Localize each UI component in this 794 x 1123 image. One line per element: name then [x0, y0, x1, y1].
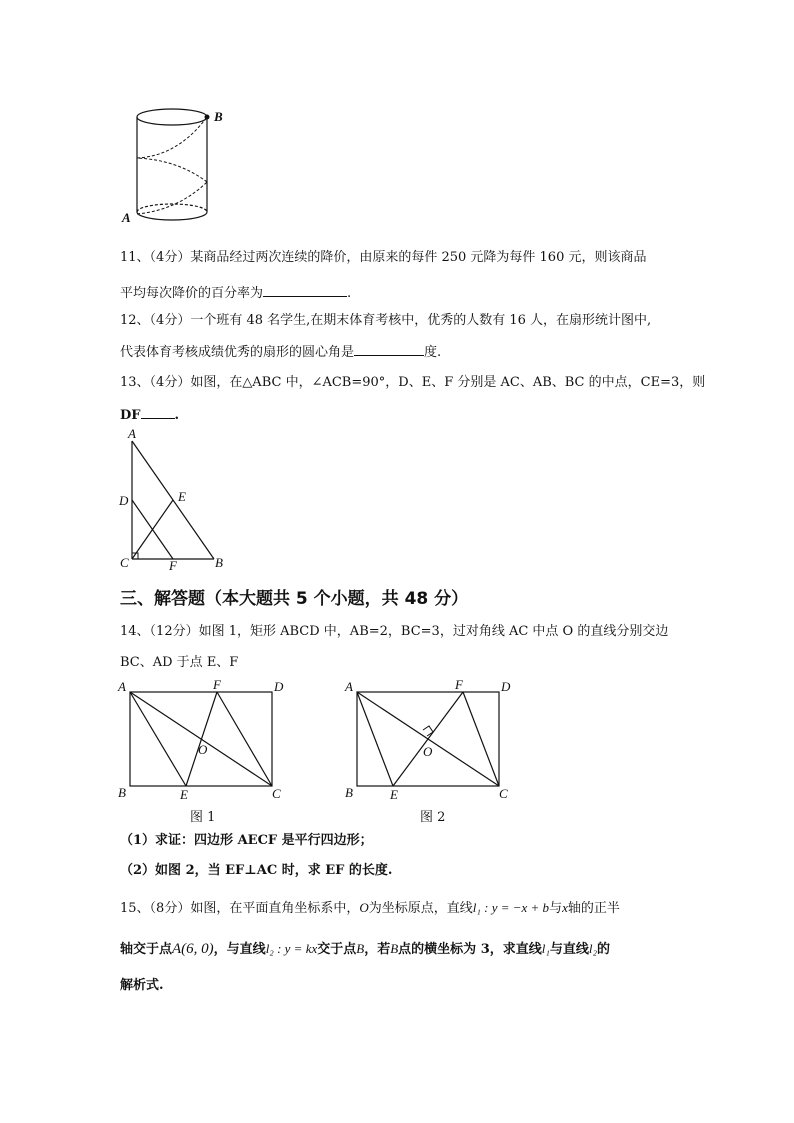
r1-label-b: B — [118, 785, 126, 800]
q13-line1: 13、（4分）如图，在△ABC 中，∠ACB=90°，D、E、F 分别是 AC、AB、BC 的中点，CE=3，则 — [120, 375, 706, 390]
r2-label-o: O — [423, 744, 433, 759]
q15-l1-origin: O — [359, 900, 369, 915]
cylinder-top-ellipse — [137, 109, 207, 125]
r2-label-b: B — [345, 785, 353, 800]
r1-label-o: O — [198, 742, 208, 757]
segment-ef-2 — [393, 692, 463, 786]
q15-l2-a: 轴交于点 — [120, 942, 173, 957]
segment-fc-2 — [463, 692, 499, 786]
q14-part2: （2）如图 2，当 EF⊥AC 时，求 EF 的长度. — [120, 863, 393, 878]
rect-figure-1 — [114, 676, 294, 804]
q11-line1: 11、（4分）某商品经过两次连续的降价，由原来的每件 250 元降为每件 160 元，则该商品 — [120, 250, 647, 265]
q15-l1-a: 15、（8分）如图，在平面直角坐标系中， — [120, 901, 360, 916]
r1-label-f: F — [213, 677, 221, 692]
q11-line2-suffix: . — [347, 286, 352, 301]
r2-label-c: C — [499, 786, 508, 801]
q13-line2-prefix: DF — [120, 408, 141, 423]
q12-line2-prefix: 代表体育考核成绩优秀的扇形的圆心角是 — [120, 345, 355, 360]
r2-label-f: F — [455, 677, 463, 692]
cylinder-bottom-front — [137, 212, 207, 220]
point-b-dot — [205, 115, 210, 120]
q15-l2-e: 点的横坐标为 3，求直线 — [398, 942, 542, 957]
q15-line1 — [120, 900, 620, 917]
q15-l1-x: x — [562, 900, 568, 915]
q15-l2-g: 的 — [597, 942, 611, 957]
q11-line2-prefix: 平均每次降价的百分率为 — [120, 286, 264, 301]
q15-l2-line-l2: l₂ : y = kx — [265, 941, 318, 956]
q15-line2 — [120, 941, 610, 958]
segment-fc — [217, 692, 272, 786]
tri-label-b: B — [215, 555, 223, 570]
q15-l1-c: 与 — [549, 901, 563, 916]
label-a: A — [122, 210, 131, 225]
cylinder-figure — [118, 104, 230, 228]
r2-label-d: D — [501, 679, 511, 694]
r1-label-c: C — [272, 786, 281, 801]
r1-label-e: E — [180, 787, 188, 802]
q15-l2-point-b2: B — [390, 941, 399, 956]
segment-ae — [130, 692, 186, 786]
q14-part1: （1）求证：四边形 AECF 是平行四边形； — [120, 833, 373, 848]
triangle-figure — [116, 427, 230, 573]
q13-answer-blank[interactable] — [141, 406, 175, 419]
tri-label-e: E — [178, 489, 186, 504]
q13-line2 — [120, 406, 179, 424]
r1-label-d: D — [274, 679, 284, 694]
q14-line2: BC、AD 于点 E、F — [120, 655, 239, 670]
q15-l2-point-b: B — [356, 941, 365, 956]
q15-l2-b: ，与直线 — [213, 942, 266, 957]
q12-line2 — [120, 343, 441, 361]
label-b: B — [214, 109, 223, 124]
r2-label-e: E — [390, 787, 398, 802]
cylinder-path-2 — [137, 158, 207, 182]
figure-2-caption: 图 2 — [420, 810, 446, 825]
section-3-title: 三、解答题（本大题共 5 个小题，共 48 分） — [120, 589, 469, 609]
segment-ae-2 — [357, 692, 393, 786]
q15-l2-l1: l₁ — [541, 941, 550, 956]
q15-line3: 解析式. — [120, 978, 164, 993]
r1-label-a: A — [118, 679, 126, 694]
q15-l1-line-l1: l₁ : y = −x + b — [472, 900, 550, 915]
tri-label-a: A — [128, 427, 136, 441]
q15-l2-f: 与直线 — [549, 942, 589, 957]
tri-label-f: F — [169, 558, 177, 573]
q15-l2-c: 交于点 — [317, 942, 357, 957]
rect-figure-2 — [341, 676, 521, 804]
q15-l2-point-a: A(6, 0) — [172, 941, 214, 957]
q11-answer-blank[interactable] — [263, 284, 347, 297]
segment-ef — [186, 692, 217, 786]
cylinder-path-1 — [137, 182, 207, 214]
q15-l1-d: 轴的正半 — [567, 901, 620, 916]
tri-label-c: C — [120, 555, 129, 570]
q15-l2-l2: l₂ — [588, 941, 598, 956]
tri-label-d: D — [119, 493, 129, 508]
q12-answer-blank[interactable] — [354, 343, 424, 356]
q14-line1: 14、（12分）如图 1，矩形 ABCD 中，AB=2，BC=3，过对角线 AC 中点 O 的直线分别交边 — [120, 624, 669, 639]
q11-line2 — [120, 284, 351, 302]
figure-1-caption: 图 1 — [190, 810, 216, 825]
q13-line2-suffix: . — [174, 408, 180, 423]
q15-l1-b: 为坐标原点，直线 — [368, 901, 473, 916]
q12-line1: 12、（4分）一个班有 48 名学生,在期末体育考核中，优秀的人数有 16 人，在扇形统计图中, — [120, 313, 652, 328]
q12-line2-suffix: 度. — [424, 345, 442, 360]
q15-l2-d: ，若 — [364, 942, 391, 957]
r2-label-a: A — [345, 679, 353, 694]
